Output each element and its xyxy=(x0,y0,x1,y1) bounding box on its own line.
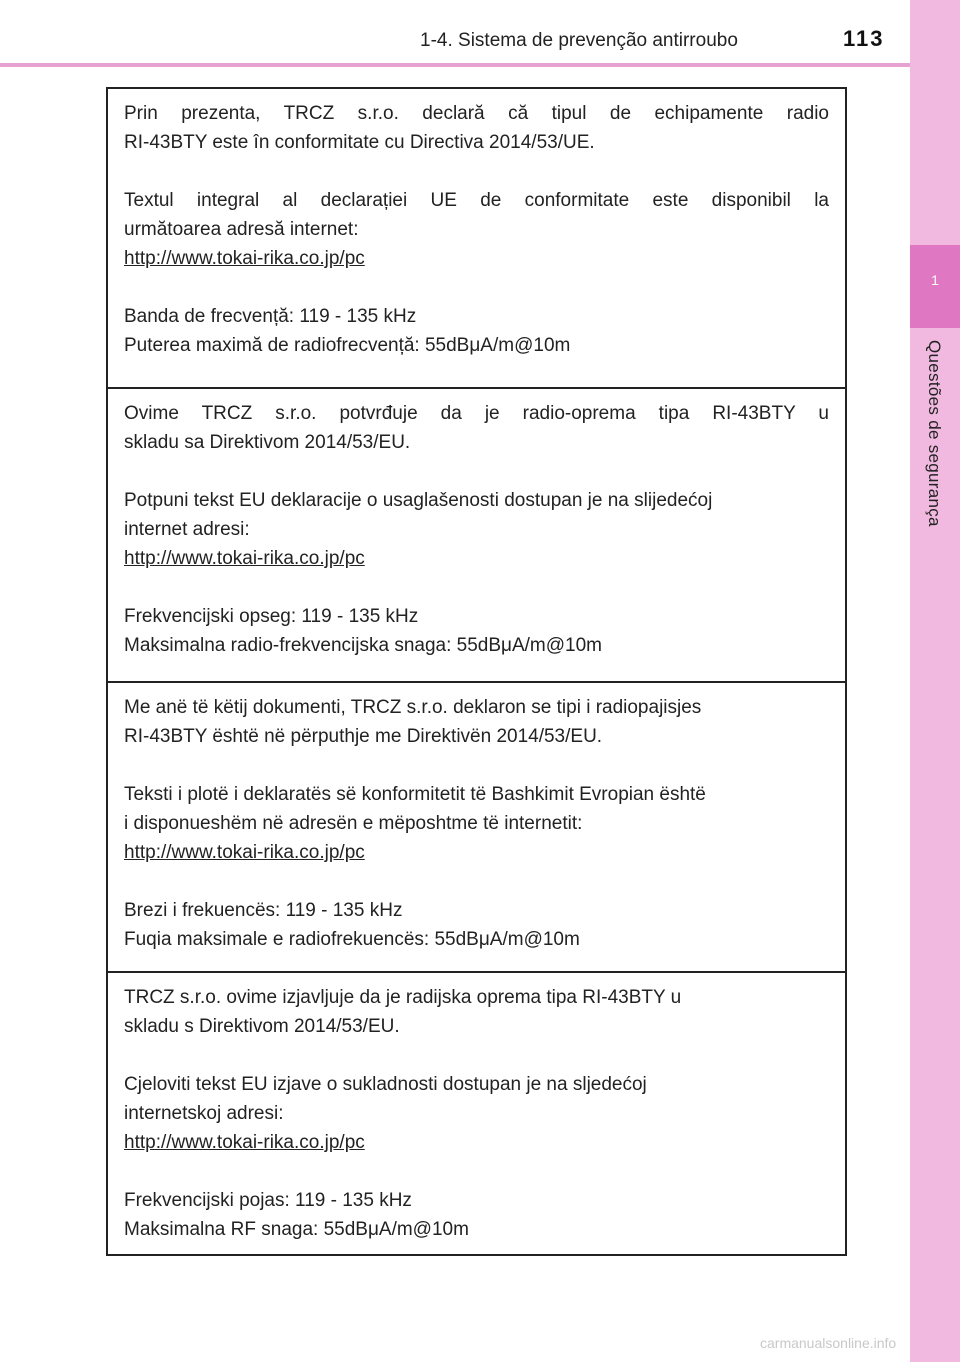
header-divider xyxy=(0,63,910,67)
statement-line: Ovime TRCZ s.r.o. potvrđuje da je radio-oprema tipa RI-43BTY u xyxy=(124,403,829,424)
declaration-block-bosnian xyxy=(108,971,845,1254)
declaration-link[interactable]: http://www.tokai-rika.co.jp/pc xyxy=(124,248,365,269)
fulltext-line: internetskoj adresi: xyxy=(124,1103,284,1124)
declaration-block-albanian xyxy=(108,681,845,971)
declaration-link[interactable]: http://www.tokai-rika.co.jp/pc xyxy=(124,842,365,863)
fulltext-line: i disponueshëm në adresën e mëposhtme të internetit: xyxy=(124,813,583,834)
fulltext-line: internet adresi: xyxy=(124,519,250,540)
max-power: Fuqia maksimale e radiofrekuencës: 55dBμA/m@10m xyxy=(124,929,580,950)
page-number: 113 xyxy=(843,26,885,51)
statement-line: RI-43BTY este în conformitate cu Directiva 2014/53/UE. xyxy=(124,132,595,153)
chapter-number: 1 xyxy=(910,245,960,328)
section-title: 1-4. Sistema de prevenção antirroubo xyxy=(420,30,738,51)
declaration-block-romanian xyxy=(108,89,845,387)
chapter-side-tab xyxy=(910,0,960,1362)
statement-line: Me anë të këtij dokumenti, TRCZ s.r.o. deklaron se tipi i radiopajisjes xyxy=(124,697,702,718)
chapter-label: Questões de segurança xyxy=(925,340,944,527)
statement-line: Prin prezenta, TRCZ s.r.o. declară că tipul de echipamente radio xyxy=(124,103,829,124)
max-power: Maksimalna RF snaga: 55dBμA/m@10m xyxy=(124,1219,469,1240)
fulltext-line: Textul integral al declarației UE de conformitate este disponibil la xyxy=(124,190,829,211)
fulltext-line: Cjeloviti tekst EU izjave o sukladnosti dostupan je na sljedećoj xyxy=(124,1074,647,1095)
watermark: carmanualsonline.info xyxy=(760,1335,897,1351)
frequency-band: Banda de frecvență: 119 - 135 kHz xyxy=(124,306,417,327)
max-power: Maksimalna radio-frekvencijska snaga: 55dBμA/m@10m xyxy=(124,635,602,656)
max-power: Puterea maximă de radiofrecvență: 55dBμA/m@10m xyxy=(124,335,571,356)
fulltext-line: Potpuni tekst EU deklaracije o usaglašenosti dostupan je na slijedećoj xyxy=(124,490,713,511)
statement-line: skladu s Direktivom 2014/53/EU. xyxy=(124,1016,400,1037)
statement-line: skladu sa Direktivom 2014/53/EU. xyxy=(124,432,411,453)
declaration-link[interactable]: http://www.tokai-rika.co.jp/pc xyxy=(124,548,365,569)
declaration-link[interactable]: http://www.tokai-rika.co.jp/pc xyxy=(124,1132,365,1153)
frequency-band: Frekvencijski pojas: 119 - 135 kHz xyxy=(124,1190,412,1211)
fulltext-line: următoarea adresă internet: xyxy=(124,219,359,240)
fulltext-line: Teksti i plotë i deklaratës së konformitetit të Bashkimit Evropian është xyxy=(124,784,706,805)
frequency-band: Frekvencijski opseg: 119 - 135 kHz xyxy=(124,606,419,627)
statement-line: TRCZ s.r.o. ovime izjavljuje da je radijska oprema tipa RI-43BTY u xyxy=(124,987,682,1008)
frequency-band: Brezi i frekuencës: 119 - 135 kHz xyxy=(124,900,403,921)
statement-line: RI-43BTY është në përputhje me Direktivën 2014/53/EU. xyxy=(124,726,603,747)
declaration-table xyxy=(106,87,847,1256)
declaration-block-croatian xyxy=(108,387,845,681)
